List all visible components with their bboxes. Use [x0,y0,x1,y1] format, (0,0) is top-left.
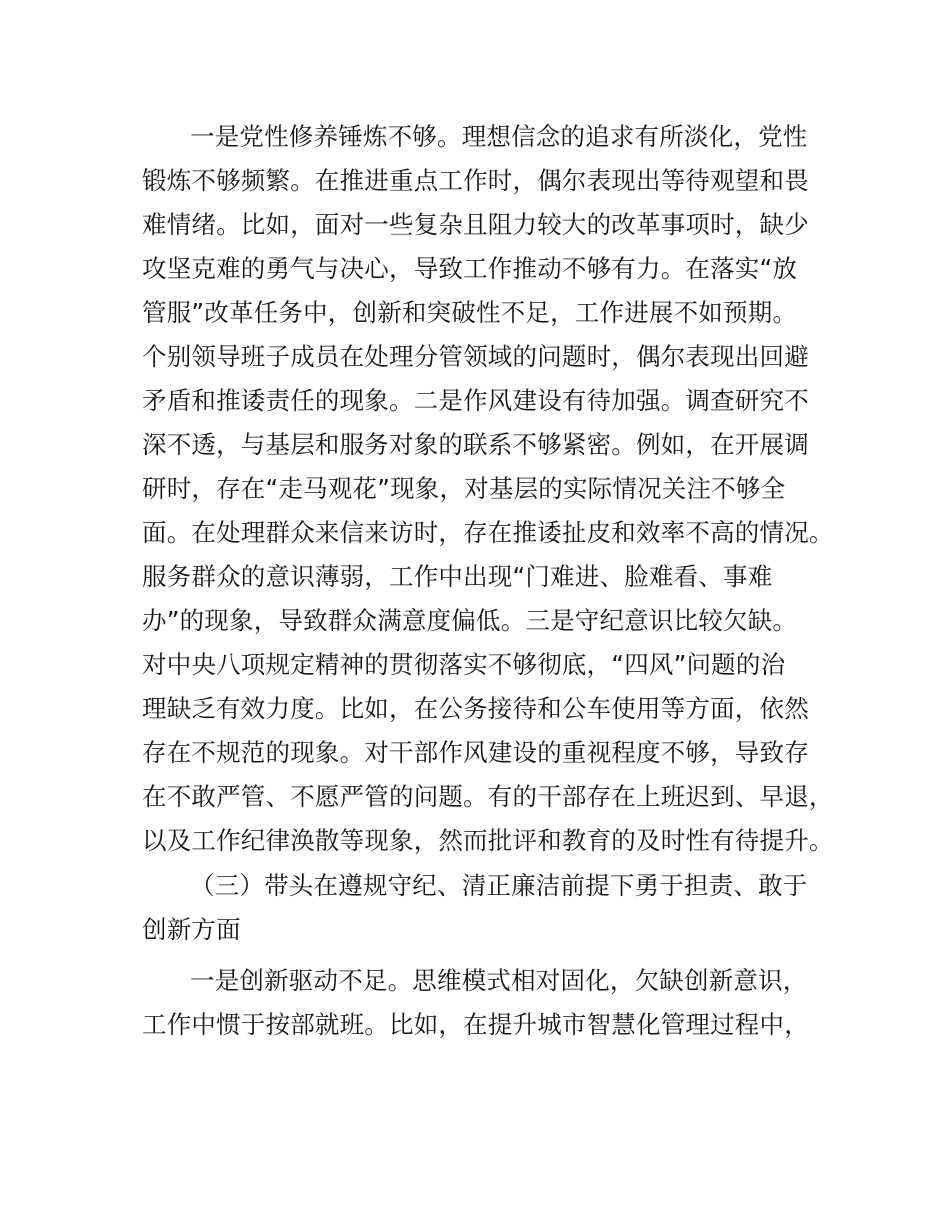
text-line: 个别领导班子成员在处理分管领域的问题时，偶尔表现出回避 [142,342,809,371]
text-line: 对中央八项规定精神的贯彻落实不够彻底，“四风”问题的治 [142,650,786,679]
text-line: 研时，存在“走马观花”现象，对基层的实际情况关注不够全 [142,474,786,503]
text-line: 管服”改革任务中，创新和突破性不足，工作进展不如预期。 [142,298,798,327]
text-line: 在不敢严管、不愿严管的问题。有的干部存在上班迟到、早退， [142,782,834,811]
text-line: 难情绪。比如，面对一些复杂且阻力较大的改革事项时，缺少 [142,210,809,239]
text-line: 理缺乏有效力度。比如，在公务接待和公车使用等方面，依然 [142,694,809,723]
text-line: 一是党性修养锤炼不够。理想信念的追求有所淡化，党性 [190,122,808,151]
text-line: 攻坚克难的勇气与决心，导致工作推动不够有力。在落实“放 [142,254,798,283]
text-line: 锻炼不够频繁。在推进重点工作时，偶尔表现出等待观望和畏 [142,166,809,195]
text-line: 服务群众的意识薄弱，工作中出现“门难进、脸难看、事难 [142,562,773,591]
text-line: 矛盾和推诿责任的现象。二是作风建设有待加强。调查研究不 [142,386,809,415]
text-line: 一是创新驱动不足。思维模式相对固化，欠缺创新意识， [190,966,808,995]
section-heading: （三）带头在遵规守纪、清正廉洁前提下勇于担责、敢于 [190,871,808,900]
text-line: 面。在处理群众来信来访时，存在推诿扯皮和效率不高的情况。 [142,518,834,547]
text-line: 存在不规范的现象。对干部作风建设的重视程度不够，导致存 [142,738,809,767]
text-line: 工作中惯于按部就班。比如，在提升城市智慧化管理过程中， [142,1010,809,1039]
text-line: 办”的现象，导致群众满意度偏低。三是守纪意识比较欠缺。 [142,606,798,635]
section-heading-cont: 创新方面 [142,915,241,944]
text-line: 深不透，与基层和服务对象的联系不够紧密。例如，在开展调 [142,430,809,459]
text-line: 以及工作纪律涣散等现象，然而批评和教育的及时性有待提升。 [142,826,834,855]
